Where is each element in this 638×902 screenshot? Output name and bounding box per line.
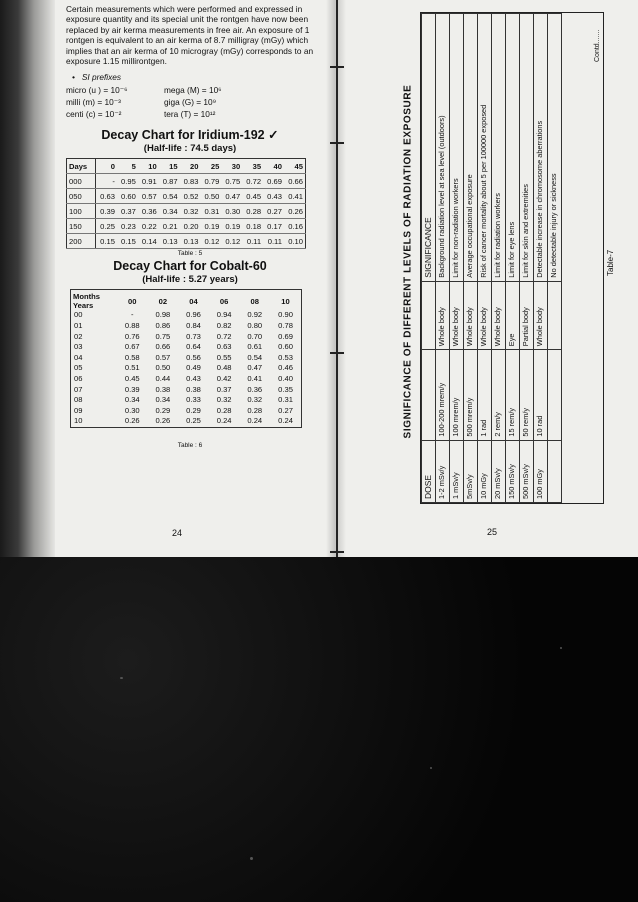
table-cell: 0.98 xyxy=(155,310,171,320)
significance-table-rotated xyxy=(421,13,603,503)
table-row xyxy=(71,342,302,353)
si-prefix-list xyxy=(66,84,314,120)
table-row xyxy=(71,406,302,417)
table-cell xyxy=(548,281,562,349)
table-cell: 50 rem/y xyxy=(520,350,534,440)
table-cell: 150 mSv/y xyxy=(506,440,520,502)
table-cell: 0.31 xyxy=(278,395,293,405)
table-cell: 0.66 xyxy=(284,174,306,189)
table-cell: 10 mGy xyxy=(478,440,492,502)
table-cell: 08 xyxy=(74,395,83,405)
table-cell: 0.96 xyxy=(186,310,201,320)
table-cell: 04 xyxy=(74,352,83,362)
table-row xyxy=(71,310,302,321)
table-cell: 0.19 xyxy=(200,219,221,234)
table-cell: 0.63 xyxy=(216,342,232,352)
table-cell: 0.79 xyxy=(200,174,221,189)
table-cell: 09 xyxy=(74,405,83,415)
table-row xyxy=(67,234,306,249)
si-prefix-item: milli (m) = 10⁻³ xyxy=(66,97,121,108)
table-cell: Detectable increase in chromosome aberrations xyxy=(534,14,548,282)
table-row xyxy=(71,363,302,374)
table-cell: 0.69 xyxy=(263,174,284,189)
table-cell: 1 rad xyxy=(478,350,492,440)
cobalt-title: Decay Chart for Cobalt-60 xyxy=(113,259,267,274)
table-row xyxy=(71,353,302,364)
table-cell: 0.70 xyxy=(247,331,263,341)
table-cell: 0.43 xyxy=(263,189,284,204)
table-row xyxy=(534,14,548,503)
intro-paragraph: Certain measurements which were performed and expressed in exposure quantity and its special unit the rontgen have now been replaced by air kerma measurements in free air. An exposure of 1 rontgen is equivalent to an air kerma of 8.7 milligray (mGy) which implies that an air kerma of 10 microgray (mGy) corresponds to an exposure 1.15 millirontgen. xyxy=(66,4,314,67)
table-cell: 0.44 xyxy=(155,374,171,383)
table-cell: 0.45 xyxy=(124,374,140,383)
spine-mark xyxy=(330,551,344,553)
table-row xyxy=(464,14,478,503)
iridium-title: Decay Chart for Iridium-192 ✓ xyxy=(101,128,279,143)
table-cell: 0.63 xyxy=(96,189,117,204)
table-cell: 0.67 xyxy=(124,342,140,352)
table-cell: 0.47 xyxy=(247,363,263,373)
table-cell: 0.30 xyxy=(221,204,242,219)
table-cell: 0.17 xyxy=(263,219,284,234)
column-header: 10 xyxy=(138,159,159,174)
table-cell: 500 mSv/y xyxy=(520,440,534,502)
table-cell: 10 xyxy=(74,416,83,426)
table-cell: 0.13 xyxy=(180,234,201,249)
table-cell: 0.29 xyxy=(155,405,171,415)
table-row xyxy=(548,14,562,503)
table-cell: - xyxy=(130,310,134,320)
column-header: Months Years xyxy=(73,292,100,311)
table-cell: 0.23 xyxy=(117,219,138,234)
si-prefix-item: tera (T) = 10¹² xyxy=(164,109,216,120)
table-cell: Whole body xyxy=(436,281,450,349)
table-cell: 0.75 xyxy=(155,331,171,341)
table-cell: 0.28 xyxy=(247,405,263,415)
table-row xyxy=(67,204,306,219)
table-cell: 0.12 xyxy=(221,234,242,249)
table-cell: 0.48 xyxy=(216,363,232,373)
table-cell: 0.83 xyxy=(180,174,201,189)
table-cell: 0.36 xyxy=(247,384,263,394)
table-cell: Whole body xyxy=(464,281,478,349)
column-header: 02 xyxy=(158,296,168,306)
iridium-table xyxy=(66,158,306,249)
check-mark-icon: ✓ xyxy=(268,128,279,143)
table-cell: 0.72 xyxy=(216,331,232,341)
si-prefix-item: giga (G) = 10⁹ xyxy=(164,97,217,108)
table-cell: 0.29 xyxy=(186,405,201,415)
column-header: DOSE xyxy=(422,440,436,502)
table-cell: 0.36 xyxy=(138,204,159,219)
table-cell: 000 xyxy=(67,174,96,189)
table-cell xyxy=(548,350,562,440)
table-row xyxy=(71,332,302,343)
table-cell: 0.18 xyxy=(242,219,263,234)
table-cell: 15 rem/y xyxy=(506,350,520,440)
table-cell: 0.92 xyxy=(247,310,263,320)
table-cell: 0.56 xyxy=(186,352,201,362)
column-header: 40 xyxy=(263,159,284,174)
column-header xyxy=(422,281,436,349)
dark-scan-area xyxy=(0,557,638,902)
table-cell: 0.38 xyxy=(186,384,201,394)
left-page xyxy=(66,4,314,449)
column-header: 08 xyxy=(250,296,259,306)
table-cell: 0.26 xyxy=(284,204,306,219)
table-cell: 0.47 xyxy=(221,189,242,204)
table-cell: 0.25 xyxy=(96,219,117,234)
table-cell: Background radiation level at sea level (outdoors) xyxy=(436,14,450,282)
table-cell: 0.86 xyxy=(155,321,171,331)
table-cell: 0.27 xyxy=(263,204,284,219)
table-cell: Risk of cancer mortality about 5 per 100000 exposed xyxy=(478,14,492,282)
table-cell: 0.28 xyxy=(216,405,232,415)
table-header-row xyxy=(67,159,306,174)
table-cell: 0.84 xyxy=(186,321,201,331)
si-prefix-item: micro (u ) = 10⁻⁶ xyxy=(66,85,128,96)
right-page-title: SIGNIFICANCE OF DIFFERENT LEVELS OF RADIATION EXPOSURE xyxy=(402,84,414,439)
table-cell: 0.31 xyxy=(200,204,221,219)
table-cell: 0.16 xyxy=(284,219,306,234)
table-cell: 0.26 xyxy=(124,416,140,426)
table-cell: 0.53 xyxy=(278,352,293,362)
table-cell: 0.34 xyxy=(124,395,140,405)
table-row xyxy=(71,385,302,396)
table-cell: 2 rem/y xyxy=(492,350,506,440)
table-cell: 0.13 xyxy=(159,234,180,249)
iridium-subtitle: (Half-life : 74.5 days) xyxy=(143,143,237,155)
table-cell: 0.26 xyxy=(155,416,171,426)
column-header: 15 xyxy=(159,159,180,174)
table-cell: 0.34 xyxy=(155,395,171,405)
table-cell: 5mSv/y xyxy=(464,440,478,502)
table-cell xyxy=(548,440,562,502)
table-cell: 0.11 xyxy=(263,234,284,249)
table-cell: 0.72 xyxy=(242,174,263,189)
si-prefix-item: mega (M) = 10⁶ xyxy=(164,85,222,96)
table-cell: 0.11 xyxy=(242,234,263,249)
table-cell: 0.64 xyxy=(186,342,201,352)
spine-mark xyxy=(330,352,344,354)
table-cell: Partial body xyxy=(520,281,534,349)
table-cell: 0.39 xyxy=(124,384,140,394)
table-cell: 03 xyxy=(74,342,83,352)
table-cell: Limit for eye lens xyxy=(506,14,520,282)
column-header: 06 xyxy=(219,296,229,306)
table-row xyxy=(478,14,492,503)
table-cell: 0.82 xyxy=(216,321,232,331)
table-cell: 500 mrem/y xyxy=(464,350,478,440)
table-cell: 0.54 xyxy=(159,189,180,204)
table-cell: 0.37 xyxy=(216,384,232,394)
table-cell: 0.15 xyxy=(117,234,138,249)
table-cell: 0.51 xyxy=(124,363,140,373)
table-cell: 0.80 xyxy=(247,321,263,331)
table-cell: 0.94 xyxy=(216,310,232,320)
table-cell: 100 xyxy=(67,204,96,219)
table-cell: 0.90 xyxy=(278,310,293,320)
table-cell: 0.28 xyxy=(242,204,263,219)
table-cell: Whole body xyxy=(534,281,548,349)
table-cell: 0.73 xyxy=(186,331,201,341)
table-cell: 0.40 xyxy=(278,374,293,383)
column-header: 04 xyxy=(189,296,198,306)
table-cell: 0.54 xyxy=(247,352,263,362)
table-cell: 0.15 xyxy=(96,234,117,249)
table-cell: 200 xyxy=(67,234,96,249)
table-cell: 0.60 xyxy=(278,342,293,352)
table-cell: 1 mSv/y xyxy=(450,440,464,502)
table-row xyxy=(71,374,302,385)
table-cell: 0.91 xyxy=(138,174,159,189)
spine-line xyxy=(336,0,338,557)
table-row xyxy=(67,174,306,189)
table-cell: 0.20 xyxy=(180,219,201,234)
table-label: Table-7 xyxy=(606,249,615,276)
table-cell: 10 rad xyxy=(534,350,548,440)
table-cell: 0.46 xyxy=(278,363,293,373)
table-cell: 0.41 xyxy=(284,189,306,204)
column-header: 20 xyxy=(180,159,201,174)
table-cell: 100 mrem/y xyxy=(450,350,464,440)
table-cell: No detectable injury or sickness xyxy=(548,14,562,282)
table-cell: 02 xyxy=(74,331,83,341)
table-cell: 150 xyxy=(67,219,96,234)
table-cell: 01 xyxy=(74,321,83,331)
table-cell: 0.24 xyxy=(216,416,232,426)
page-number: 24 xyxy=(172,528,183,538)
spine-mark xyxy=(330,142,344,144)
table-row xyxy=(436,14,450,503)
table-cell: 1-2 mSv/y xyxy=(436,440,450,502)
table-cell: 0.78 xyxy=(278,321,293,331)
table-cell: 07 xyxy=(74,384,83,394)
column-header: 5 xyxy=(117,159,138,174)
table-cell: 0.55 xyxy=(216,352,232,362)
table-cell: 0.95 xyxy=(117,174,138,189)
table-cell: Limit for radiation workers xyxy=(492,14,506,282)
table-header-row xyxy=(71,290,302,311)
significance-table xyxy=(421,13,562,503)
table-cell: 0.69 xyxy=(278,331,293,341)
table-cell: 0.49 xyxy=(186,363,201,373)
table-cell: 0.87 xyxy=(159,174,180,189)
column-header: 45 xyxy=(284,159,306,174)
table-cell: 05 xyxy=(74,363,83,373)
continued-note: Contd....... xyxy=(594,29,601,62)
table-cell: 0.58 xyxy=(124,352,140,362)
table-cell: 0.61 xyxy=(247,342,263,352)
table-cell: 0.25 xyxy=(186,416,201,426)
table-cell: 0.12 xyxy=(200,234,221,249)
table-cell: 0.39 xyxy=(96,204,117,219)
column-header: 25 xyxy=(200,159,221,174)
table-row xyxy=(67,219,306,234)
table-cell: 0.33 xyxy=(186,395,201,405)
spine-mark xyxy=(330,66,344,68)
table-row xyxy=(520,14,534,503)
table-cell: 0.66 xyxy=(155,342,171,352)
table-cell: 0.24 xyxy=(247,416,263,426)
table-cell: Whole body xyxy=(450,281,464,349)
significance-table-box xyxy=(420,12,604,504)
table-cell: Average occupational exposure xyxy=(464,14,478,282)
table-cell: 0.32 xyxy=(180,204,201,219)
table-cell: 0.30 xyxy=(124,405,140,415)
table-cell: 0.57 xyxy=(155,352,171,362)
column-header: Days xyxy=(67,159,96,174)
table-cell: 0.32 xyxy=(247,395,263,405)
table-cell: 0.38 xyxy=(155,384,171,394)
table-caption: Table : 6 xyxy=(177,441,203,449)
table-cell: Eye xyxy=(506,281,520,349)
table-cell: 0.35 xyxy=(278,384,293,394)
table-cell: 0.45 xyxy=(242,189,263,204)
table-cell: 100-200 mrem/y xyxy=(436,350,450,440)
table-row xyxy=(492,14,506,503)
column-header: SIGNIFICANCE xyxy=(422,14,436,282)
table-cell: 0.24 xyxy=(278,416,293,426)
si-prefix-item: centi (c) = 10⁻² xyxy=(66,109,122,120)
column-header xyxy=(422,350,436,440)
table-cell: 0.42 xyxy=(216,374,232,383)
column-header: 10 xyxy=(281,296,290,306)
table-cell: 0.57 xyxy=(138,189,159,204)
table-cell: Limit for non-radiation workers xyxy=(450,14,464,282)
table-cell: Limit for skin and extremities xyxy=(520,14,534,282)
table-cell: 0.50 xyxy=(200,189,221,204)
table-row xyxy=(71,395,302,406)
table-cell: 0.75 xyxy=(221,174,242,189)
left-edge-shadow xyxy=(0,0,55,557)
bullet-icon: • xyxy=(72,72,82,83)
table-cell: Whole body xyxy=(492,281,506,349)
table-cell: 0.50 xyxy=(155,363,171,373)
table-cell: 0.19 xyxy=(221,219,242,234)
table-header-row xyxy=(422,14,436,503)
table-cell: 0.10 xyxy=(284,234,306,249)
table-cell: 0.52 xyxy=(180,189,201,204)
table-caption: Table : 5 xyxy=(177,250,203,258)
table-cell: 20 mSv/y xyxy=(492,440,506,502)
table-cell: 0.43 xyxy=(186,374,201,383)
table-row xyxy=(506,14,520,503)
table-cell: - xyxy=(96,174,117,189)
table-cell: 0.32 xyxy=(216,395,232,405)
column-header: 00 xyxy=(128,296,137,306)
table-cell: 0.41 xyxy=(247,374,263,383)
column-header: 30 xyxy=(221,159,242,174)
table-cell: Whole body xyxy=(478,281,492,349)
cobalt-subtitle: (Half-life : 5.27 years) xyxy=(142,274,238,286)
table-cell: 06 xyxy=(74,374,83,383)
table-cell: 00 xyxy=(74,310,83,320)
table-cell: 0.88 xyxy=(124,321,140,331)
table-cell: 0.14 xyxy=(138,234,159,249)
table-cell: 0.22 xyxy=(138,219,159,234)
column-header: 0 xyxy=(96,159,117,174)
table-row xyxy=(450,14,464,503)
column-header: 35 xyxy=(242,159,263,174)
table-cell: 100 mGy xyxy=(534,440,548,502)
page-number: 25 xyxy=(487,527,498,537)
table-cell: 050 xyxy=(67,189,96,204)
table-cell: 0.60 xyxy=(117,189,138,204)
table-row xyxy=(67,189,306,204)
table-cell: 0.34 xyxy=(159,204,180,219)
table-cell: 0.21 xyxy=(159,219,180,234)
cobalt-table xyxy=(70,289,302,428)
si-prefixes-heading: • SI prefixes xyxy=(72,72,122,83)
table-cell: 0.27 xyxy=(278,405,293,415)
table-cell: 0.37 xyxy=(117,204,138,219)
table-cell: 0.76 xyxy=(124,331,140,341)
table-row xyxy=(71,416,302,427)
table-row xyxy=(71,321,302,332)
